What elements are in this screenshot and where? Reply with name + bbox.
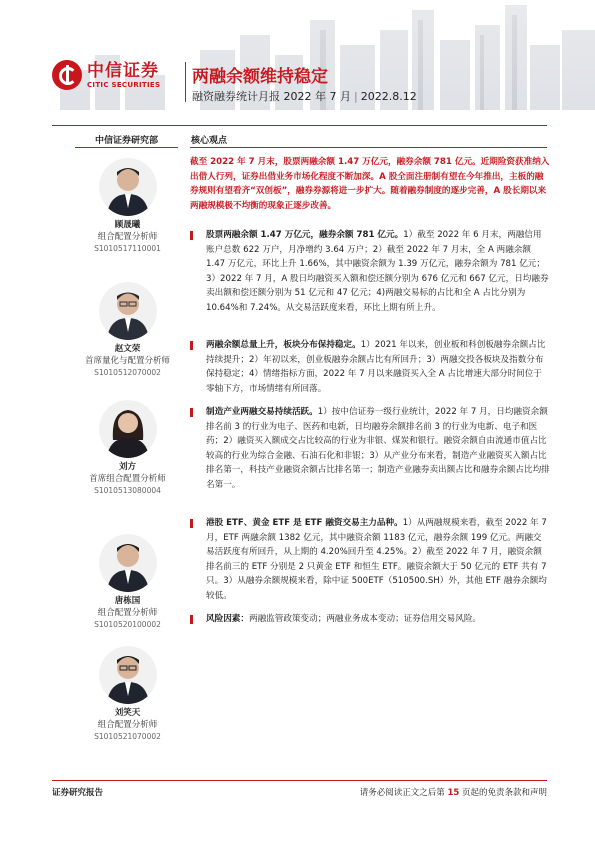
bullet-text: 1）截至 2022 年 6 月末，两融信用账户总数 622 万户，月净增约 3.64 万户；2）截至 2022 年 7 月末，全 A 两融余额 1.47 万亿元，环比上升 1.66%，其中融资余额为 1.39 万亿元，融券余额为 781 亿元；3）2022 年 7 月，A 股日均融资买入额和偿还额分别为 676 亿元和 667 亿元，日均融券卖出额和偿还额分别为 51 亿元和 47 亿元；4)两融交易标的占比和全 A 占比分别为 10.64%和 7.24%。从交易活跃度来看，环比上期有所上升。: [206, 230, 549, 313]
analyst-photo: [99, 646, 157, 704]
citic-logo: [52, 60, 160, 90]
bullet-text: 1）从两融规模来看，截至 2022 年 7 月，ETF 两融余额 1382 亿元，其中融资余额 1183 亿元，融券余额 199 亿元。两融交易活跃度有所回升，从上期的 4.20%回升至 4.25%。2）截至 2022 年 7 月，融资余额排名前三的 ETF 分别是 2 只黄金 ETF 和恒生 ETF。融资余额大于 50 亿元的 ETF 共有 7 只。3）从融券余额规模来看，除中证 500ETF（510500.SH）外，其他 ETF 融券余额均较低。: [206, 518, 547, 601]
analyst-role: 组合配置分析师: [97, 608, 158, 618]
bullet-point: [190, 228, 550, 315]
bullet-marker: [190, 519, 193, 528]
analyst-role: 组合配置分析师: [97, 720, 158, 730]
footer-disclaimer-suffix: 页起的免责条款和声明: [459, 788, 547, 798]
analyst-license: S1010512070002: [94, 368, 161, 377]
subtitle-separator: |: [353, 90, 358, 103]
analyst-card: [75, 646, 180, 742]
bullet-lead: 港股 ETF、黄金 ETF 是 ETF 融资交易主力品种。: [206, 518, 403, 528]
bullet-text: 两融监管政策变动；两融业务成本变动；证券信用交易风险。: [248, 614, 482, 624]
bullet-marker: [190, 408, 193, 417]
footer-page-number: 15: [447, 788, 460, 798]
bullet-point: [190, 405, 550, 492]
bullet-lead: 风险因素：: [206, 614, 249, 624]
analyst-role: 组合配置分析师: [97, 232, 158, 242]
report-subtitle: [192, 88, 417, 104]
analyst-license: S1010517110001: [94, 244, 161, 253]
left-col-rule: [75, 147, 178, 148]
bullet-point: [190, 338, 550, 396]
analyst-name: 赵文荣: [114, 344, 141, 354]
core-views-title: 核心观点: [191, 136, 228, 146]
analyst-card: [75, 282, 180, 378]
footer-label: 证券研究报告: [52, 788, 104, 798]
analyst-license: S1010520100002: [94, 620, 161, 629]
analyst-role: 首席量化与配置分析师: [84, 356, 170, 366]
bullet-lead: 制造产业两融交易持续活跃。: [206, 407, 318, 417]
header-divider: [185, 62, 186, 102]
analyst-license: S1010513080004: [94, 486, 161, 495]
bullet-point: [190, 612, 550, 627]
analyst-license: S1010521070002: [94, 732, 161, 741]
bullet-marker: [190, 615, 193, 624]
analyst-photo: [99, 158, 157, 216]
analyst-card: [75, 158, 180, 254]
analyst-name: 刘笑天: [114, 708, 141, 718]
report-title: 两融余额维持稳定: [192, 67, 328, 87]
core-summary: 截至 2022 年 7 月末，股票两融余额 1.47 万亿元，融券余额 781 亿元。近期险资获准纳入出借人行列，证券出借业务市场化程度不断加深。A 股全面注册制有望在今年推出，主板的融券规则有望看齐“双创板”，融券券源将进一步扩大。随着融券制度的逐步完善，A 股长期以来两融规模极不均衡的现象正逐步改善。: [190, 157, 550, 211]
logo-english-name: CITIC SECURITIES: [87, 80, 161, 89]
analyst-name: 唐栋国: [114, 596, 141, 606]
bullet-point: [190, 516, 550, 603]
report-series: 融资融券统计月报 2022 年 7 月: [192, 90, 351, 103]
header-rule: [52, 125, 547, 126]
footer-disclaimer: [360, 786, 547, 798]
footer-disclaimer-prefix: 请务必阅读正文之后第: [359, 788, 448, 798]
bullet-marker: [190, 341, 193, 350]
footer-rule: [52, 780, 547, 781]
analyst-photo: [99, 282, 157, 340]
bullet-lead: 股票两融余额 1.47 万亿元，融券余额 781 亿元。: [206, 230, 404, 240]
analyst-photo: [99, 400, 157, 458]
logo-chinese-name: 中信证券: [87, 60, 159, 81]
report-date: 2022.8.12: [360, 90, 417, 103]
bullet-text: 1）按中信证券一级行业统计，2022 年 7 月，日均融资余额排名前 3 的行业为电子、医药和电新，日均融券余额排名前 3 的行业为电新、电子和医药；2）融资买入额成交占比较高的行业为非银、煤炭和银行。融资余额自由流通市值占比较高的行业为综合金融、石油石化和非银；3）从产业分布来看，制造产业融资买入额占比排名第一，科技产业融资余额占比排名第一；制造产业融券卖出额占比和融券余额占比均排名第一。: [206, 407, 550, 490]
citic-logo-icon: [52, 60, 82, 90]
bullet-lead: 两融余额总量上升，板块分布保持稳定。: [206, 340, 361, 350]
bullet-marker: [190, 231, 193, 240]
research-dept-title: 中信证券研究部: [95, 136, 159, 146]
analyst-photo: [99, 534, 157, 592]
analyst-name: 顾晟曦: [114, 220, 141, 230]
bullet-text: 1）2021 年以来，创业板和科创板融券余额占比持续提升；2）年初以来，创业板融券余额占比有所回升；3）两融交投各板块及指数分布保持稳定；4）情绪指标方面，2022 年 7 月以来融资买入全 A 占比增速大部分时间位于零轴下方，市场情绪有所回落。: [206, 340, 546, 394]
analyst-role: 首席组合配置分析师: [89, 474, 166, 484]
analyst-name: 刘方: [118, 462, 136, 472]
right-col-rule: [190, 147, 547, 148]
analyst-card: [75, 534, 180, 630]
analyst-card: [75, 400, 180, 496]
